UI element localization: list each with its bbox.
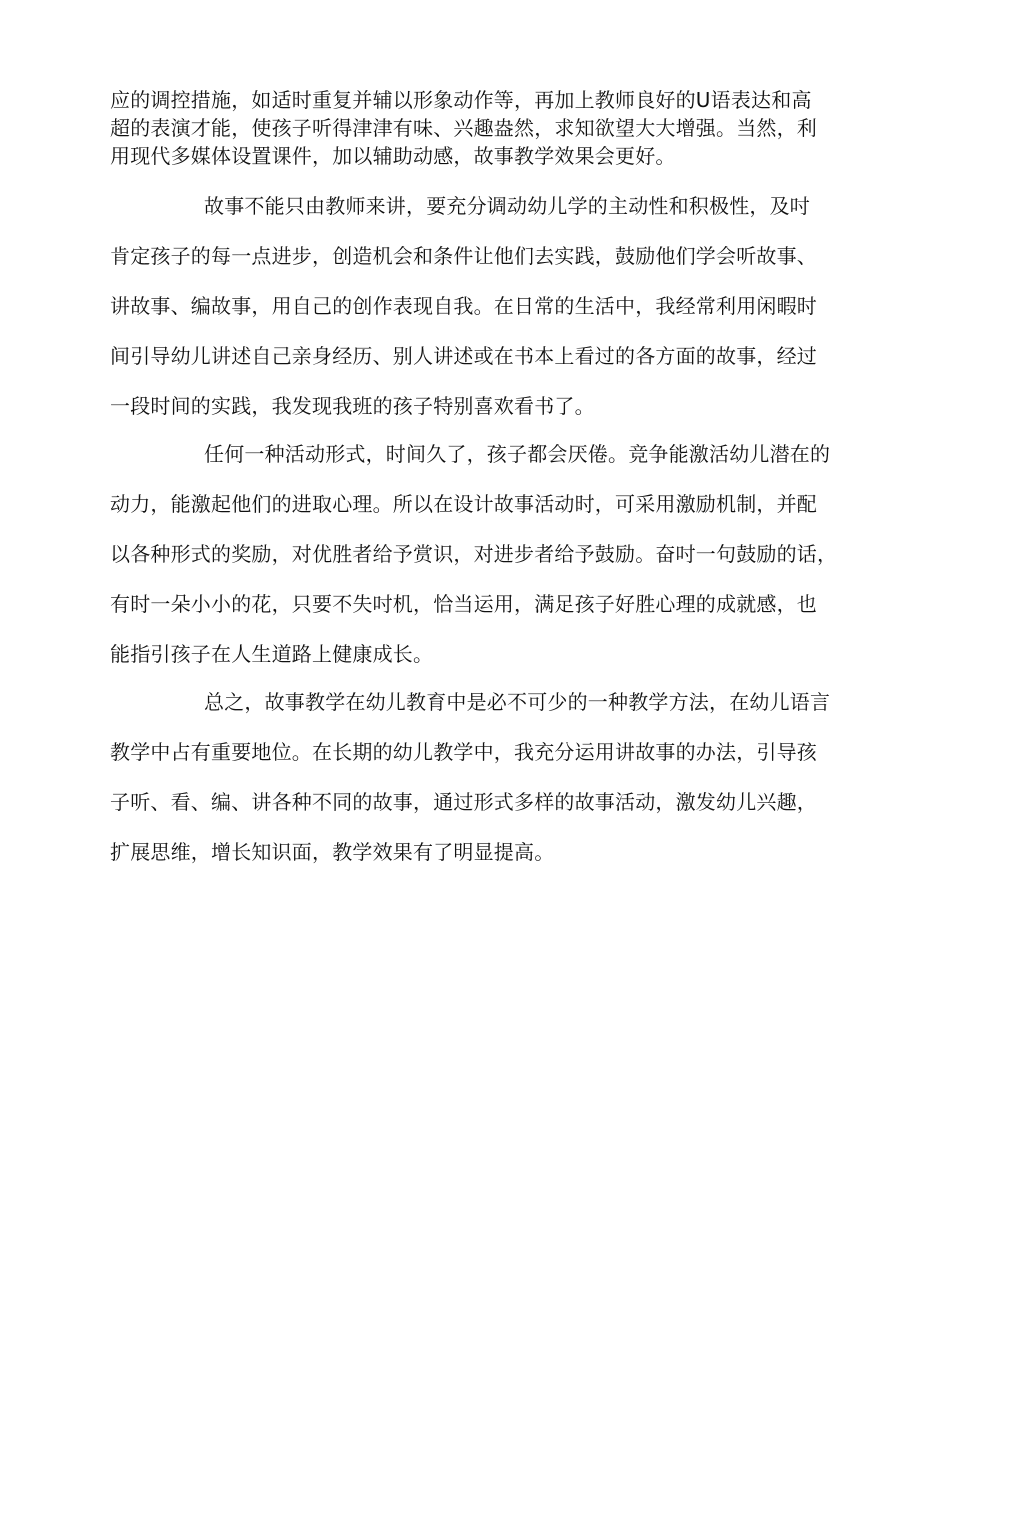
paragraph-2-line-3: 讲故事、编故事，用自己的创作表现自我。在日常的生活中，我经常利用闲暇时: [110, 294, 817, 318]
paragraph-4-line-3: 子听、看、编、讲各种不同的故事，通过形式多样的故事活动，激发幼儿兴趣，: [110, 790, 817, 814]
paragraph-2-line-1: 故事不能只由教师来讲，要充分调动幼儿学的主动性和积极性，及吋: [204, 194, 810, 218]
paragraph-2-line-2: 肯定孩子的每一点进步，创造机会和条件让他们去实践，鼓励他们学会听故事、: [110, 244, 817, 268]
paragraph-4-line-4: 扩展思维，增长知识面，教学效果有了明显提高。: [110, 840, 555, 864]
paragraph-3-line-4: 有时一朵小小的花，只要不失吋机，恰当运用，满足孩子好胜心理的成就感，也: [110, 592, 817, 616]
paragraph-1-line-1: 应的调控措施，如适时重复并辅以形象动作等，再加上教师良好的U语表达和高: [110, 88, 812, 112]
paragraph-4-line-2: 教学中占有重要地位。在长期的幼儿教学中，我充分运用讲故事的办法，引导孩: [110, 740, 817, 764]
paragraph-4-line-1: 总之，故事教学在幼儿教育中是必不可少的一种教学方法，在幼儿语言: [204, 690, 831, 714]
paragraph-1-line-2: 超的表演才能，使孩子听得津津有味、兴趣盎然，求知欲望大大增强。当然，利: [110, 116, 817, 140]
paragraph-2-line-5: 一段时间的实践，我发现我班的孩子特别喜欢看书了。: [110, 394, 595, 418]
paragraph-1-line-3: 用现代多媒体设置课件，加以辅助动感，故事教学效果会更好。: [110, 144, 676, 168]
paragraph-2-line-4: 间引导幼儿讲述自己亲身经历、别人讲述或在书本上看过的各方面的故事，经过: [110, 344, 817, 368]
paragraph-3-line-5: 能指引孩子在人生道路上健康成长。: [110, 642, 434, 666]
paragraph-3-line-2: 动力，能激起他们的进取心理。所以在设计故事活动时，可采用激励机制，并配: [110, 492, 817, 516]
paragraph-3-line-3: 以各种形式的奖励，对优胜者给予赏识，对进步者给予鼓励。奋吋一句鼓励的话，: [110, 542, 838, 566]
paragraph-3-line-1: 任何一种活动形式，时间久了，孩子都会厌倦。竞争能激活幼儿潜在的: [204, 442, 831, 466]
